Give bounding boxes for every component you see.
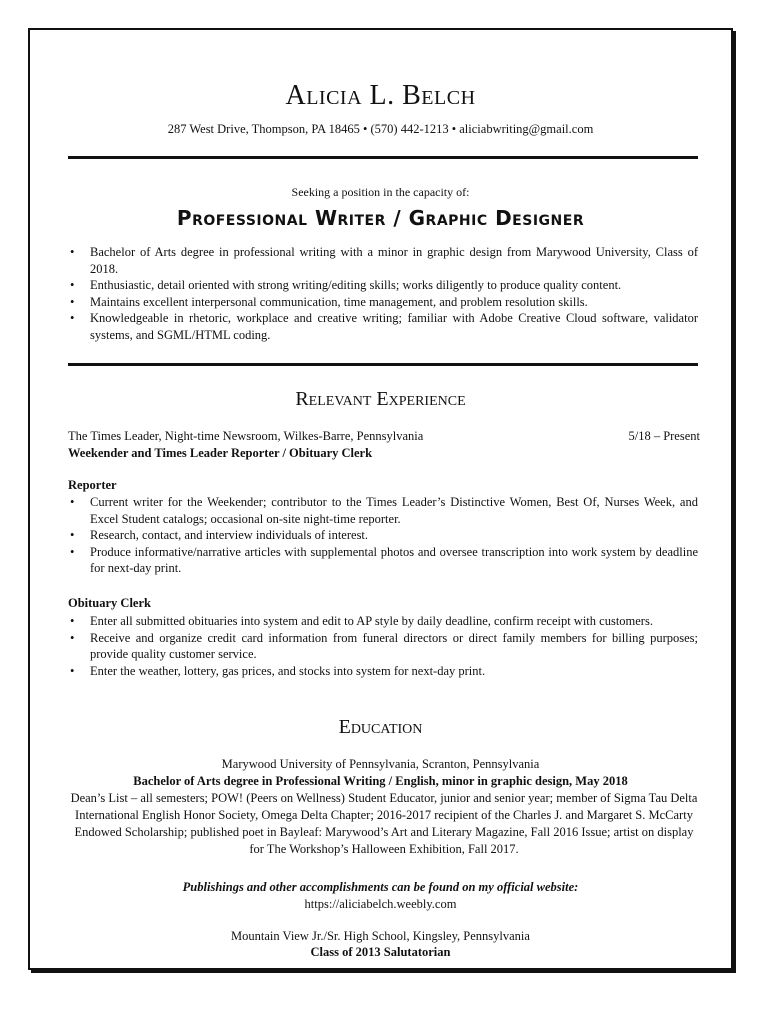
website-note: Publishings and other accomplishments can be found on my official website: (182, 880, 579, 894)
summary-item: • Knowledgeable in rhetoric, workplace and creative writing; familiar with Adobe Creative Cloud software, validator systems, and SGML/HTML coding. (68, 310, 698, 343)
divider-middle (68, 363, 698, 366)
resume-page (28, 28, 733, 970)
employer-line: The Times Leader, Night-time Newsroom, Wilkes-Barre, Pennsylvania (68, 429, 424, 443)
duty-item: • Receive and organize credit card information from funeral directors or direct family members for billing purposes; provide quality customer service. (68, 630, 698, 663)
website-link[interactable]: https://aliciabelch.weebly.com (304, 897, 457, 911)
candidate-name: Alicia L. Belch (285, 80, 476, 111)
position-title: Weekender and Times Leader Reporter / Obituary Clerk (68, 446, 373, 460)
duty-item: • Current writer for the Weekender; contributor to the Times Leader’s Distinctive Women, Best Of, Nurses Week, and Excel Student catalogs; occasional on-site night-time reporter. (68, 494, 698, 527)
divider-top (68, 156, 698, 159)
college-name: Marywood University of Pennsylvania, Scranton, Pennsylvania (221, 757, 540, 771)
objective-intro: Seeking a position in the capacity of: (291, 185, 470, 199)
role-title-obituary-clerk: Obituary Clerk (68, 596, 151, 610)
summary-item: • Enthusiastic, detail oriented with strong writing/editing skills; works diligently to produce quality content. (68, 277, 698, 294)
obituary-duties (68, 613, 698, 679)
education-heading: Education (338, 716, 423, 738)
high-school-name: Mountain View Jr./Sr. High School, Kingsley, Pennsylvania (231, 929, 530, 943)
reporter-duties (68, 494, 698, 577)
duty-item: • Produce informative/narrative articles with supplemental photos and oversee transcription into work system by deadline for next-day print. (68, 544, 698, 577)
role-title-reporter: Reporter (68, 478, 117, 492)
employment-dates: 5/18 – Present (628, 429, 700, 443)
summary-list (68, 244, 698, 343)
duty-item: • Research, contact, and interview individuals of interest. (68, 527, 698, 544)
duty-item: • Enter all submitted obituaries into system and edit to AP style by daily deadline, confirm receipt with customers. (68, 613, 698, 630)
summary-item: • Maintains excellent interpersonal communication, time management, and problem resolution skills. (68, 294, 698, 311)
objective-title: Professional Writer / Graphic Designer (176, 206, 585, 230)
high-school-honor: Class of 2013 Salutatorian (310, 945, 451, 959)
summary-item: • Bachelor of Arts degree in professional writing with a minor in graphic design from Marywood University, Class of 2018. (68, 244, 698, 277)
contact-line: 287 West Drive, Thompson, PA 18465 • (570) 442-1213 • aliciabwriting@gmail.com (167, 122, 594, 136)
degree-line: Bachelor of Arts degree in Professional Writing / English, minor in graphic design, May 2018 (133, 774, 628, 788)
experience-heading: Relevant Experience (295, 388, 466, 410)
education-details: Dean’s List – all semesters; POW! (Peers on Wellness) Student Educator, junior and senior year; member of Sigma Tau Delta International English Honor Society, Omega Delta Chapter; 2016-2017 recipient of the Charles J. and Margaret S. McCarty Endowed Scholarship; published poet in Bayleaf: Marywood’s Art and Literary Magazine, Fall 2016 Issue; artist on display for The Workshop’s Halloween Exhibition, Fall 2017. (70, 791, 698, 856)
duty-item: • Enter the weather, lottery, gas prices, and stocks into system for next-day print. (68, 663, 698, 680)
